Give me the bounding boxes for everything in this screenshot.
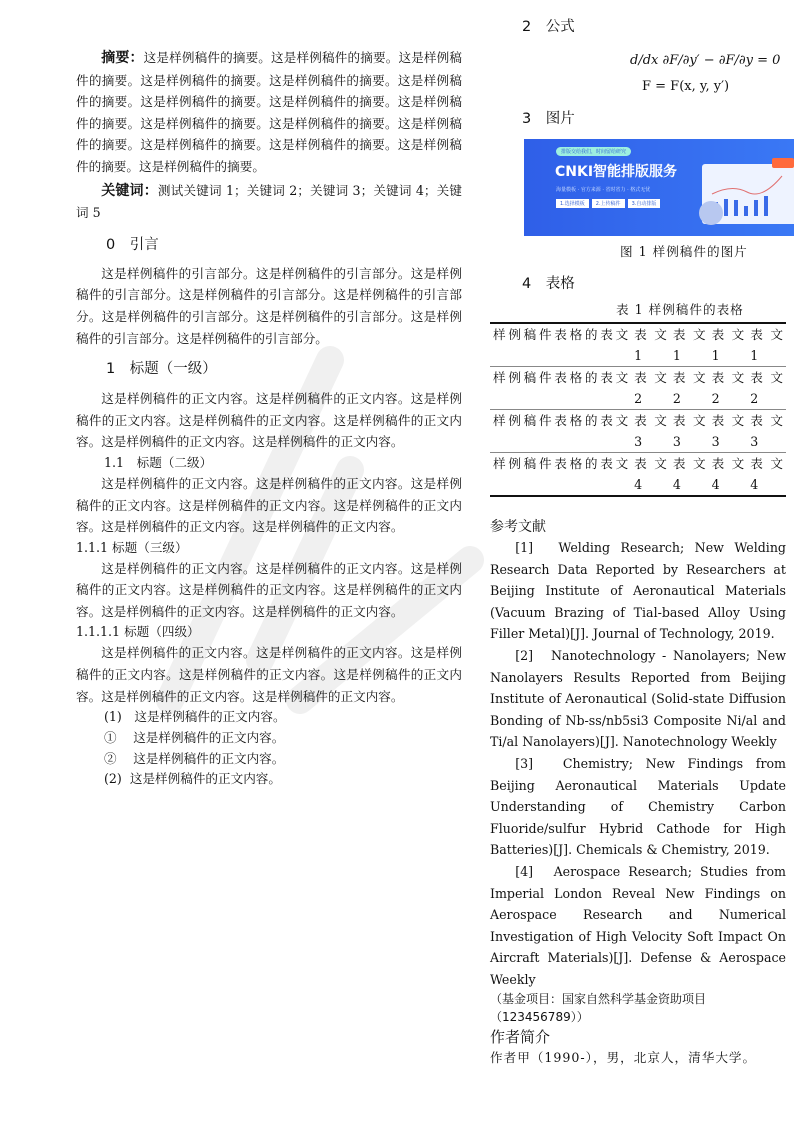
banner-title: CNKI智能排版服务 [555, 164, 678, 180]
heading-title: 标题（一级） [129, 361, 217, 378]
table-cell: 样例稿件表格的表文 [493, 327, 629, 342]
table-cell: 表文4 [634, 456, 667, 492]
heading-number: 4 [522, 276, 532, 292]
abstract-text: 这是样例稿件的摘要。这是样例稿件的摘要。这是样例稿件的摘要。这是样例稿件的摘要。这是样例稿件的摘要。这是样例稿件的摘要。这是样例稿件的摘要。这是样例稿件的摘要。这是样例稿件的摘要。这是样例稿件的摘要。这是样例稿件的摘要。这是样例稿件的摘要。这是样例稿件的摘要。这是样例稿件的摘要。这是样例稿件的摘要。这是样例稿件的摘要。 [76, 50, 463, 174]
banner-step: 3.自动排版 [628, 199, 661, 208]
list-item: (1) 这是样例稿件的正文内容。 [104, 709, 286, 725]
reference-item: [1] Welding Research; New Welding Research Data Reported by Researchers at Beijing Institute of Aeronautical Materials (Vacuum Brazing of Tial-based Alloy Using Filler Metal)[J]. Journal of Technology, 2019. [490, 540, 786, 642]
banner-badge [772, 158, 794, 168]
table-cell: 表文4 [711, 456, 745, 492]
table-cell: 表文3 [634, 413, 667, 449]
table-cell: 表文1 [750, 327, 783, 363]
shield-icon [699, 201, 723, 225]
table-row [490, 453, 786, 497]
table-row [490, 323, 786, 367]
reference-item: [3] Chemistry; New Findings from Beijing Aeronautical Materials Update Understanding of Chemistry Carbon Fluoride/sulfur Hybrid Cathode for High Batteries)[J]. Chemicals & Chemistry, 2019. [490, 755, 786, 858]
heading-introduction [106, 235, 462, 255]
banner-subtitle: 海量模板 · 官方来源 · 省时省力 · 格式无忧 [556, 187, 651, 193]
table-cell: 表文1 [711, 327, 745, 363]
table-cell: 表文3 [672, 413, 706, 449]
banner-step: 1.选择模板 [556, 199, 589, 208]
left-column [76, 47, 462, 790]
heading-level3: 1.1.1 标题（三级） [76, 539, 188, 555]
list-item: ① 这是样例稿件的正文内容。 [104, 729, 285, 745]
list-item: ② 这是样例稿件的正文内容。 [104, 750, 285, 766]
fund-note: （基金项目：国家自然科学基金资助项目（123456789）） [490, 992, 707, 1025]
banner-steps [556, 199, 660, 208]
table-cell: 表文3 [711, 413, 745, 449]
list [104, 707, 462, 790]
banner-tag: 排版交给我们，时间留给研究 [556, 147, 631, 156]
references-heading: 参考文献 [490, 519, 546, 535]
table-cell: 样例稿件表格的表文 [493, 413, 629, 428]
table-cell: 表文1 [634, 327, 667, 363]
table-caption: 表 1 样例稿件的表格 [616, 302, 744, 317]
table-cell: 样例稿件表格的表文 [493, 370, 629, 385]
table-row [490, 367, 786, 410]
table-row [490, 410, 786, 453]
heading-table [522, 274, 786, 294]
heading-number: 3 [522, 111, 532, 127]
heading-figure [522, 109, 786, 129]
table-cell: 表文4 [750, 456, 783, 492]
right-column [490, 17, 786, 1068]
body-paragraph: 这是样例稿件的正文内容。这是样例稿件的正文内容。这是样例稿件的正文内容。这是样例稿件的正文内容。这是样例稿件的正文内容。这是样例稿件的正文内容。这是样例稿件的正文内容。 [76, 645, 462, 704]
heading-formula [522, 17, 786, 37]
table-cell: 表文2 [711, 370, 745, 406]
heading-title: 公式 [545, 19, 575, 35]
heading-number: 2 [522, 19, 532, 35]
table-cell: 表文3 [750, 413, 783, 449]
reference-item: [2] Nanotechnology - Nanolayers; New Nanolayers Results Reported from Beijing Institute of Aeronautical (Solid-state Diffusion Bonding of Nb-ss/nb5si3 Composite Ni/al and Ti/al Nanolayers)[J]. Nanotechnology Weekly [490, 647, 786, 750]
formula-definition: F = F(x, y, y′) [642, 79, 730, 94]
keywords-label: 关键词： [101, 182, 158, 199]
body-paragraph: 这是样例稿件的正文内容。这是样例稿件的正文内容。这是样例稿件的正文内容。这是样例稿件的正文内容。这是样例稿件的正文内容。这是样例稿件的正文内容。这是样例稿件的正文内容。 [76, 560, 462, 619]
table-cell: 表文2 [634, 370, 667, 406]
heading-number: 1 [106, 361, 116, 378]
heading-title: 图片 [545, 111, 575, 127]
heading-level2: 1.1 标题（二级） [104, 454, 213, 470]
body-paragraph: 这是样例稿件的正文内容。这是样例稿件的正文内容。这是样例稿件的正文内容。这是样例稿件的正文内容。这是样例稿件的正文内容。这是样例稿件的正文内容。这是样例稿件的正文内容。 [76, 391, 462, 450]
banner-step: 2.上传稿件 [592, 199, 625, 208]
table-cell: 表文1 [672, 327, 706, 363]
keywords-text: 测试关键词 1；关键词 2；关键词 3；关键词 4；关键词 5 [76, 182, 462, 221]
list-item: (2) 这是样例稿件的正文内容。 [104, 771, 281, 787]
heading-number: 0 [106, 236, 116, 253]
abstract-label: 摘要： [101, 50, 144, 66]
formula-euler-lagrange: d/dx ∂F/∂y′ − ∂F/∂y = 0 [630, 53, 781, 68]
reference-item: [4] Aerospace Research; Studies from Imperial London Reveal New Findings on Aerospace Research and Numerical Investigation of High Velocity Soft Impact On Aircraft Materials)[J]. Defense & Aerospace Weekly [490, 863, 786, 987]
author-bio: 作者甲（1990-），男，北京人，清华大学。 [490, 1050, 757, 1066]
heading-title: 引言 [129, 236, 159, 253]
table-cell: 表文2 [672, 370, 706, 406]
table-cell: 表文2 [750, 370, 783, 406]
figure-caption: 图 1 样例稿件的图片 [620, 244, 748, 259]
table-cell: 样例稿件表格的表文 [493, 456, 629, 471]
keywords [76, 180, 462, 224]
abstract [76, 47, 462, 178]
heading-level4: 1.1.1.1 标题（四级） [76, 624, 200, 640]
references-list [490, 537, 786, 990]
intro-paragraph: 这是样例稿件的引言部分。这是样例稿件的引言部分。这是样例稿件的引言部分。这是样例稿件的引言部分。这是样例稿件的引言部分。这是样例稿件的引言部分。这是样例稿件的引言部分。这是样例稿件的引言部分。这是样例稿件的引言部分。 [76, 265, 462, 346]
heading-level1 [106, 359, 462, 379]
data-table [490, 322, 786, 497]
table-cell: 表文4 [672, 456, 706, 492]
body-paragraph: 这是样例稿件的正文内容。这是样例稿件的正文内容。这是样例稿件的正文内容。这是样例稿件的正文内容。这是样例稿件的正文内容。这是样例稿件的正文内容。这是样例稿件的正文内容。 [76, 475, 462, 535]
heading-title: 表格 [545, 276, 575, 292]
figure-image [524, 139, 794, 236]
author-heading: 作者简介 [490, 1028, 551, 1047]
